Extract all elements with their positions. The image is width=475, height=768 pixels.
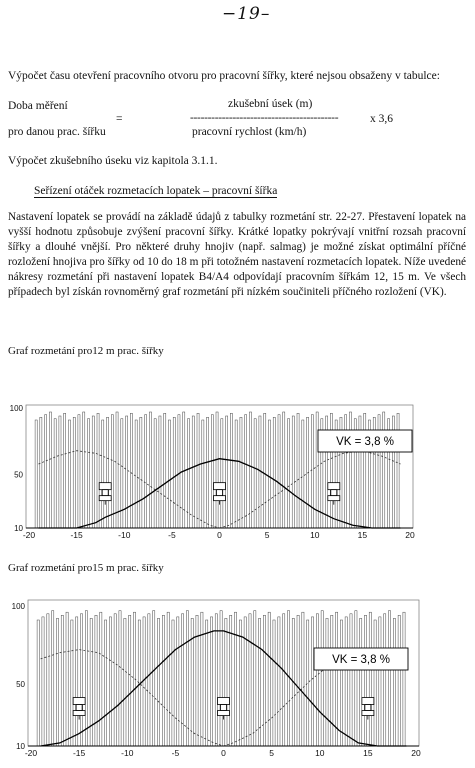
bar: [393, 618, 395, 746]
bar: [249, 412, 251, 528]
bar: [159, 416, 161, 528]
bar: [49, 412, 51, 528]
bar: [116, 412, 118, 528]
chart-2: [0, 592, 475, 768]
x-tick-label: -5: [171, 748, 180, 758]
bar: [61, 615, 63, 746]
bar: [148, 614, 150, 746]
bar: [210, 617, 212, 746]
y-tick-label: 100: [9, 404, 23, 413]
bar: [216, 412, 218, 528]
tractor-icon: [218, 698, 230, 720]
bar: [383, 412, 385, 528]
bar: [268, 612, 270, 746]
bar: [76, 617, 78, 746]
chart-1-title: Graf rozmetání pro12 m prac. šířky: [8, 345, 164, 357]
reference-text: Výpočet zkušebního úseku viz kapitola 3.1.1.: [8, 155, 218, 167]
y-tick-label: 50: [14, 470, 23, 480]
bar: [207, 417, 209, 528]
bar: [42, 617, 44, 746]
formula-fraction-line: ------------------------------------------: [190, 112, 339, 124]
bar: [202, 420, 204, 528]
bar: [254, 611, 256, 746]
bar: [302, 420, 304, 528]
bar: [92, 416, 94, 528]
bar: [388, 611, 390, 746]
bar: [88, 419, 90, 528]
bar: [100, 612, 102, 746]
bar: [350, 614, 352, 746]
x-tick-label: 0: [221, 748, 226, 758]
bar: [311, 415, 313, 528]
x-tick-label: -10: [118, 530, 131, 540]
bar: [249, 614, 251, 746]
y-tick-label: 10: [14, 524, 23, 533]
bar: [403, 612, 405, 746]
bar: [71, 620, 73, 746]
x-tick-label: 20: [411, 748, 421, 758]
bar: [360, 618, 362, 746]
bar: [292, 416, 294, 528]
bar: [364, 615, 366, 746]
bar: [239, 620, 241, 746]
bar: [234, 612, 236, 746]
bar: [182, 614, 184, 746]
x-tick-label: -20: [24, 748, 38, 758]
x-tick-label: 0: [217, 530, 222, 540]
x-tick-label: 15: [357, 530, 368, 540]
bar: [109, 617, 111, 746]
bar: [384, 614, 386, 746]
bar: [129, 615, 131, 746]
bar: [149, 412, 151, 528]
tractor-icon: [362, 698, 374, 720]
bar: [278, 415, 280, 528]
bar: [287, 611, 289, 746]
x-tick-label: -5: [168, 530, 176, 540]
vk-annotation: VK = 3,8 %: [336, 436, 394, 448]
bar: [311, 617, 313, 746]
bar: [153, 611, 155, 746]
bar: [107, 417, 109, 528]
bar: [162, 615, 164, 746]
bar: [102, 420, 104, 528]
formula-equals: =: [116, 113, 123, 125]
bar: [172, 620, 174, 746]
x-tick-label: 10: [310, 530, 320, 540]
intro-text: Výpočet času otevření pracovního otvoru pro pracovní šířky, které nejsou obsaženy v tabulce:: [8, 70, 440, 82]
bar: [135, 420, 137, 528]
y-tick-label: 100: [11, 602, 25, 611]
x-tick-label: -15: [70, 530, 83, 540]
bar: [45, 415, 47, 528]
bar: [288, 419, 290, 528]
bar: [206, 620, 208, 746]
bar: [126, 416, 128, 528]
chart-2-title: Graf rozmetání pro15 m prac. šířky: [8, 562, 164, 574]
bar: [235, 420, 237, 528]
bar: [283, 412, 285, 528]
bar: [307, 620, 309, 746]
bar: [297, 413, 299, 528]
bar: [321, 611, 323, 746]
bar: [56, 618, 58, 746]
bar: [264, 413, 266, 528]
bar: [121, 419, 123, 528]
bar: [83, 412, 85, 528]
bar: [66, 612, 68, 746]
bar: [37, 620, 39, 746]
bar: [105, 620, 107, 746]
bar: [64, 413, 66, 528]
bar: [97, 413, 99, 528]
y-tick-label: 50: [16, 679, 25, 689]
bar: [154, 419, 156, 528]
bar: [178, 415, 180, 528]
bar: [326, 618, 328, 746]
bar: [186, 611, 188, 746]
bar: [188, 419, 190, 528]
bar: [398, 615, 400, 746]
bar: [225, 618, 227, 746]
bar: [111, 415, 113, 528]
bar: [40, 417, 42, 528]
bar: [283, 614, 285, 746]
bar: [244, 617, 246, 746]
bar: [273, 620, 275, 746]
vk-annotation: VK = 3,8 %: [332, 654, 390, 666]
bar: [52, 611, 54, 746]
bar: [240, 417, 242, 528]
bar: [85, 611, 87, 746]
bar: [164, 413, 166, 528]
bar: [221, 419, 223, 528]
x-tick-label: 15: [363, 748, 373, 758]
bar: [254, 419, 256, 528]
bar: [345, 617, 347, 746]
bar: [278, 617, 280, 746]
bar: [54, 419, 56, 528]
tractor-icon: [214, 483, 226, 505]
bar: [167, 612, 169, 746]
formula-left-top: Doba měření: [8, 100, 68, 112]
bar: [47, 614, 49, 746]
bar: [336, 612, 338, 746]
y-tick-label: 10: [16, 742, 25, 751]
bar: [157, 618, 159, 746]
bar: [268, 420, 270, 528]
bar: [201, 612, 203, 746]
tractor-icon: [328, 483, 340, 505]
formula-numerator: zkušební úsek (m): [228, 98, 313, 110]
bar: [369, 612, 371, 746]
bar: [78, 415, 80, 528]
bar: [145, 415, 147, 528]
bar: [302, 612, 304, 746]
x-tick-label: 10: [315, 748, 325, 758]
bar: [73, 417, 75, 528]
bar: [349, 412, 351, 528]
page-number: −19–: [222, 4, 271, 24]
bar: [168, 420, 170, 528]
bar: [130, 413, 132, 528]
bar: [197, 413, 199, 528]
bar: [68, 420, 70, 528]
formula-multiplier: x 3,6: [370, 113, 393, 125]
formula-left-bottom: pro danou prac. šířku: [8, 126, 106, 138]
bar: [196, 615, 198, 746]
bar: [35, 420, 37, 528]
x-tick-label: -20: [22, 530, 36, 540]
bar: [215, 614, 217, 746]
section-heading: Seřízení otáček rozmetacích lopatek – pracovní šířka: [34, 185, 278, 197]
tractor-icon: [73, 698, 85, 720]
x-tick-label: -15: [72, 748, 86, 758]
bar: [124, 618, 126, 746]
body-paragraph: Nastavení lopatek se provádí na základě údajů z tabulky rozmetání str. 22-27. Přestavení lopatek na vyšší hodnotu způsobuje zvýšení pracovní šířky. Krátké lopatky pokrývají vnitřní rozsah pracovní šířky a dlouhé vnější. Pro některé druhy hnojiv (např. salmag) je možné získat optimální příčné rozložení hnojiva pro šířky od 10 do 18 m při totožném nastavení rozmetacích lopatek. Níže uvedené nákresy rozmetání při nastavení lopatek B4/A4 odpovídají pracovním šířkám 12, 15 m. Ve všech případech byl získán rovnoměrný graf rozmetání při nízkém součiniteli příčného rozložení (VK).: [8, 211, 466, 298]
bar: [173, 417, 175, 528]
bar: [331, 615, 333, 746]
bar: [297, 615, 299, 746]
bar: [59, 416, 61, 528]
bar: [374, 620, 376, 746]
bar: [80, 614, 82, 746]
x-tick-label: -10: [121, 748, 134, 758]
bar: [114, 614, 116, 746]
bar: [226, 416, 228, 528]
chart-1: [0, 395, 475, 550]
tractor-icon: [99, 483, 111, 505]
bar: [316, 614, 318, 746]
x-tick-label: 5: [269, 748, 274, 758]
bar: [140, 417, 142, 528]
bar: [95, 615, 97, 746]
x-tick-label: 20: [405, 530, 415, 540]
x-tick-label: 5: [264, 530, 270, 540]
formula-denominator: pracovní rychlost (km/h): [192, 126, 307, 138]
bar: [230, 413, 232, 528]
bar: [273, 417, 275, 528]
bar: [119, 611, 121, 746]
bar: [379, 617, 381, 746]
bar: [211, 415, 213, 528]
bar: [230, 615, 232, 746]
bar: [340, 620, 342, 746]
bar: [263, 615, 265, 746]
bar: [245, 415, 247, 528]
bar: [192, 416, 194, 528]
bar: [177, 617, 179, 746]
bar: [355, 611, 357, 746]
